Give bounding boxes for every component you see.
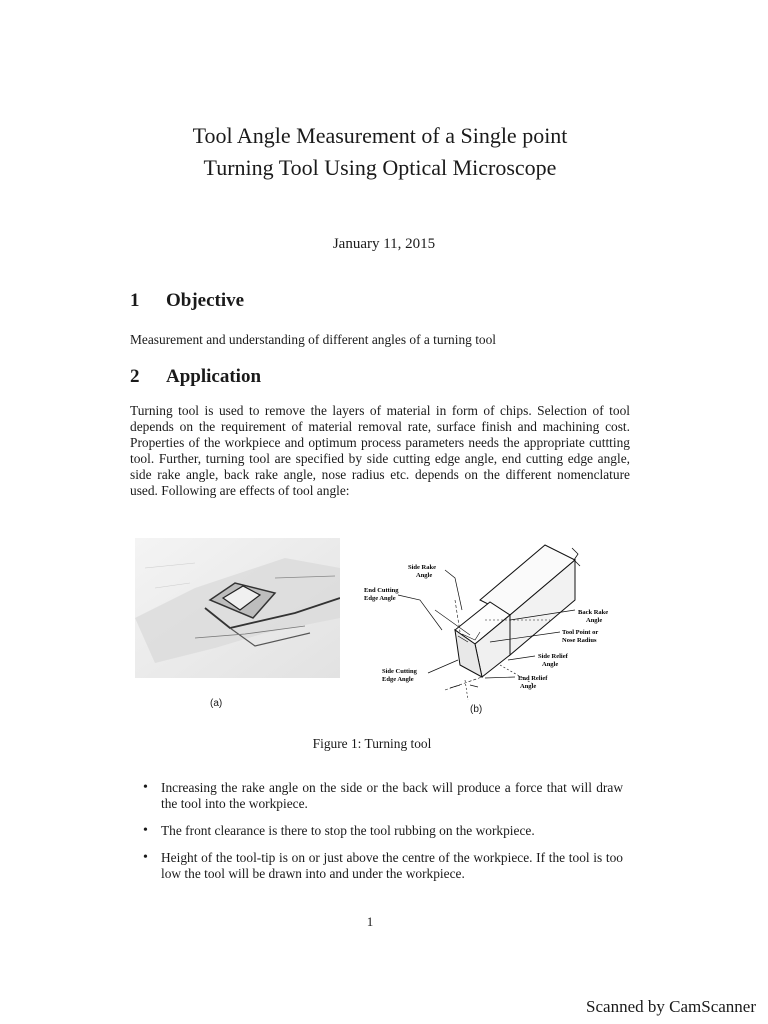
label-side-relief-angle: Side Relief bbox=[538, 653, 568, 660]
label-side-cutting-edge-angle: Side Cutting bbox=[382, 668, 417, 675]
title-line-2: Turning Tool Using Optical Microscope bbox=[203, 155, 557, 180]
list-item bbox=[143, 780, 623, 812]
list-item bbox=[143, 823, 623, 839]
figure-panel-a-label: (a) bbox=[210, 698, 223, 709]
scanner-watermark: Scanned by CamScanner bbox=[586, 997, 756, 1016]
label-side-cutting-edge-angle-2: Edge Angle bbox=[382, 676, 414, 683]
turning-tool-photo bbox=[135, 538, 340, 678]
figure-panel-b-label: (b) bbox=[470, 704, 483, 715]
label-tool-point-nose-radius: Tool Point or bbox=[562, 629, 599, 636]
bullet-text: The front clearance is there to stop the tool rubbing on the workpiece. bbox=[161, 823, 535, 838]
paper-date: January 11, 2015 bbox=[332, 236, 436, 252]
label-end-relief-angle: End Relief bbox=[518, 675, 548, 682]
bullet-icon: • bbox=[143, 823, 148, 838]
title-line-1: Tool Angle Measurement of a Single point bbox=[192, 123, 568, 148]
tool-angle-diagram bbox=[350, 540, 635, 715]
bullet-text: Height of the tool-tip is on or just above the centre of the workpiece. If the tool is too low the tool will be drawn into and under the workpiece. bbox=[161, 850, 623, 881]
label-tool-point-nose-radius-2: Nose Radius bbox=[562, 637, 597, 644]
page-number: 1 bbox=[366, 914, 374, 929]
label-back-rake-angle: Back Rake bbox=[578, 609, 609, 616]
objective-paragraph: Measurement and understanding of different angles of a turning tool bbox=[130, 332, 497, 347]
bullet-icon: • bbox=[143, 780, 148, 795]
bullet-icon: • bbox=[143, 850, 148, 865]
paper-title bbox=[100, 120, 660, 184]
section-title: Application bbox=[166, 366, 262, 387]
figure-caption: Figure 1: Turning tool bbox=[312, 736, 432, 751]
label-side-rake-angle: Side Rake bbox=[408, 564, 436, 571]
label-end-cutting-edge-angle: End Cutting bbox=[364, 587, 399, 594]
section-heading-objective bbox=[130, 290, 244, 312]
application-paragraph: Turning tool is used to remove the layers of material in form of chips. Selection of tool depends on the requirement of material removal rate, surface finish and machining cost. Properties of the workpiece and optimum process parameters needs the appropriate cuttting tool. Further, turning tool are specified by side cutting edge angle, end cutting edge angle, side rake angle, back rake angle, nose radius etc. depends on the different nomenclature used. Following are effects of tool angle: bbox=[130, 403, 630, 498]
section-number: 1 bbox=[130, 290, 140, 311]
label-side-relief-angle-2: Angle bbox=[542, 661, 559, 668]
label-back-rake-angle-2: Angle bbox=[586, 617, 603, 624]
list-item bbox=[143, 850, 623, 882]
section-number: 2 bbox=[130, 366, 140, 387]
bullet-list bbox=[143, 780, 623, 893]
section-heading-application bbox=[130, 366, 261, 388]
label-end-relief-angle-2: Angle bbox=[520, 683, 537, 690]
label-end-cutting-edge-angle-2: Edge Angle bbox=[364, 595, 396, 602]
section-title: Objective bbox=[166, 290, 245, 311]
bullet-text: Increasing the rake angle on the side or the back will produce a force that will draw the tool into the workpiece. bbox=[161, 780, 623, 811]
label-side-rake-angle-2: Angle bbox=[416, 572, 433, 579]
